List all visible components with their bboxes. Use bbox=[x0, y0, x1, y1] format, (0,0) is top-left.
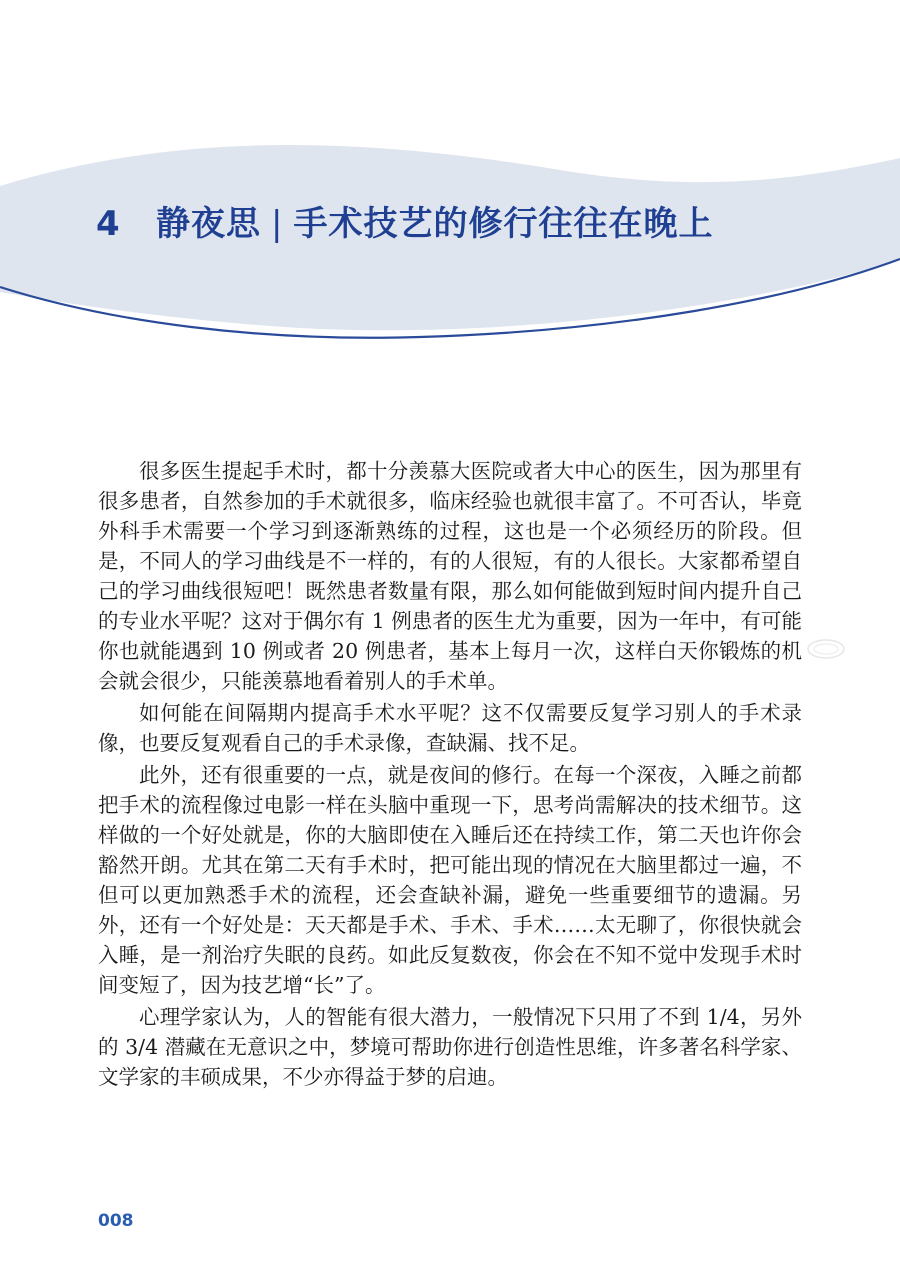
title-separator: | bbox=[271, 204, 284, 244]
paragraph-1: 很多医生提起手术时，都十分羡慕大医院或者大中心的医生，因为那里有很多患者，自然参加的手术就很多，临床经验也就很丰富了。不可否认，毕竟外科手术需要一个学习到逐渐熟练的过程，这也是一个必须经历的阶段。但是，不同人的学习曲线是不一样的，有的人很短，有的人很长。大家都希望自己的学习曲线很短吧！既然患者数量有限，那么如何能做到短时间内提升自己的专业水平呢？这对于偶尔有 1 例患者的医生尤为重要，因为一年中，有可能你也就能遇到 10 例或者 20 例患者，基本上每月一次，这样白天你锻炼的机会就会很少，只能羡慕地看着别人的手术单。 bbox=[98, 459, 802, 693]
chapter-title-sub: 手术技艺的修行往往在晚上 bbox=[293, 204, 714, 244]
chapter-number: 4 bbox=[96, 204, 121, 244]
page-number: 008 bbox=[98, 1211, 134, 1231]
paragraph-4: 心理学家认为，人的智能有很大潜力，一般情况下只用了不到 1/4，另外的 3/4 潜藏在无意识之中，梦境可帮助你进行创造性思维，许多著名科学家、文学家的丰硕成果，不少亦得益于梦的启迪。 bbox=[98, 1005, 802, 1089]
paragraph-3: 此外，还有很重要的一点，就是夜间的修行。在每一个深夜，入睡之前都把手术的流程像过电影一样在头脑中重现一下，思考尚需解决的技术细节。这样做的一个好处就是，你的大脑即使在入睡后还在持续工作，第二天也许你会豁然开朗。尤其在第二天有手术时，把可能出现的情况在大脑里都过一遍，不但可以更加熟悉手术的流程，还会查缺补漏，避免一些重要细节的遗漏。另外，还有一个好处是：天天都是手术、手术、手术……太无聊了，你很快就会入睡，是一剂治疗失眠的良药。如此反复数夜，你会在不知不觉中发现手术时间变短了，因为技艺增“长”了。 bbox=[98, 763, 802, 997]
body-text bbox=[98, 456, 802, 1092]
paragraph-2: 如何能在间隔期内提高手术水平呢？这不仅需要反复学习别人的手术录像，也要反复观看自己的手术录像，查缺漏、找不足。 bbox=[98, 701, 802, 755]
header-wave-banner bbox=[0, 0, 900, 360]
chapter-title-main: 静夜思 bbox=[156, 204, 261, 244]
publisher-logo-icon bbox=[806, 638, 846, 660]
chapter-title bbox=[96, 196, 713, 245]
